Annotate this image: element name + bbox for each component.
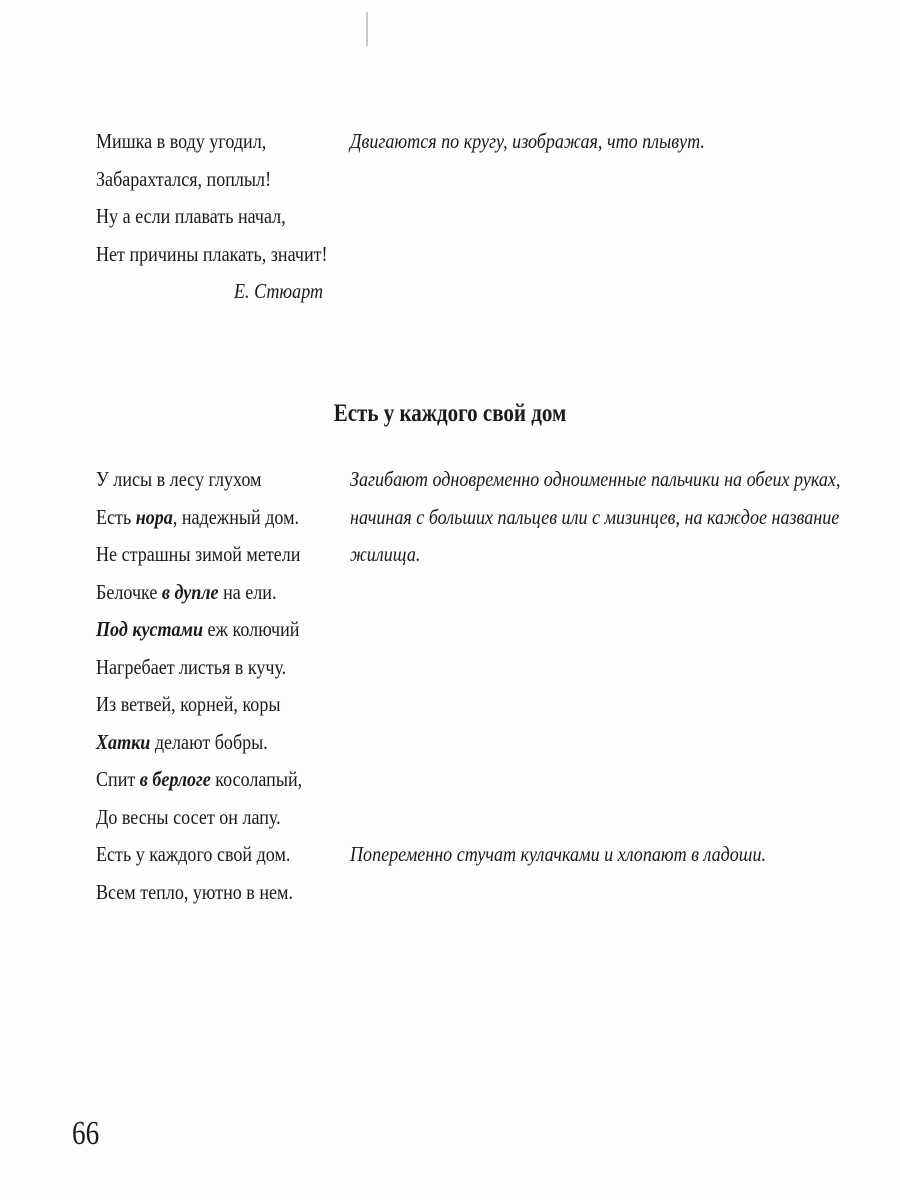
poem2-line: Есть у каждого свой дом. — [96, 842, 291, 866]
page-number: 66 — [72, 1115, 100, 1152]
instruction-line: Попеременно стучат кулачками и хлопают в ладоши. — [350, 842, 766, 866]
instruction-line: начиная с больших пальцев или с мизинцев, на каждое название — [350, 504, 840, 529]
poem2-line: Не страшны зимой метели — [96, 542, 301, 566]
poem1-text — [96, 123, 328, 273]
instruction-line: Загибают одновременно одноименные пальчики на обеих руках, — [350, 467, 841, 491]
poem1-line: Ну а если плавать начал, — [96, 204, 286, 228]
poem2-text — [96, 461, 302, 911]
poem2-line: Спит в берлоге косолапый, — [96, 767, 303, 791]
poem2-line: Нагребает листья в кучу. — [96, 654, 287, 679]
emphasis-word: в дупле — [161, 579, 219, 604]
poem2-line: У лисы в лесу глухом — [96, 467, 262, 491]
poem1-line: Мишка в воду угодил, — [96, 129, 267, 153]
instruction-line: жилища. — [350, 542, 421, 566]
scan-mark — [366, 12, 368, 46]
poem2-line: Под кустами еж колючий — [96, 617, 300, 641]
poem1-line: Забарахтался, поплыл! — [96, 166, 272, 191]
section-title: Есть у каждого свой дом — [333, 400, 567, 427]
poem2-instruction-block — [350, 461, 841, 574]
poem1-author: Е. Стюарт — [234, 279, 324, 303]
emphasis-word: нора — [135, 504, 173, 529]
emphasis-word: Под кустами — [96, 617, 204, 641]
poem1-instruction: Двигаются по кругу, изображая, что плывут. — [350, 129, 705, 153]
poem1-author-block — [96, 273, 323, 311]
poem2-line: Всем тепло, уютно в нем. — [96, 879, 293, 904]
poem2-line: Из ветвей, корней, коры — [96, 692, 281, 716]
emphasis-word: в берлоге — [139, 767, 211, 791]
poem1-instruction-block — [350, 123, 819, 161]
poem2-line: Хатки делают бобры. — [96, 729, 268, 754]
poem2-line: До весны сосет он лапу. — [96, 804, 281, 829]
poem1-line: Нет причины плакать, значит! — [96, 241, 328, 266]
emphasis-word: Хатки — [96, 729, 151, 754]
poem2-line: Есть нора, надежный дом. — [96, 504, 300, 529]
poem2-instruction-final-block — [350, 836, 819, 874]
poem2-line: Белочке в дупле на ели. — [96, 579, 277, 604]
